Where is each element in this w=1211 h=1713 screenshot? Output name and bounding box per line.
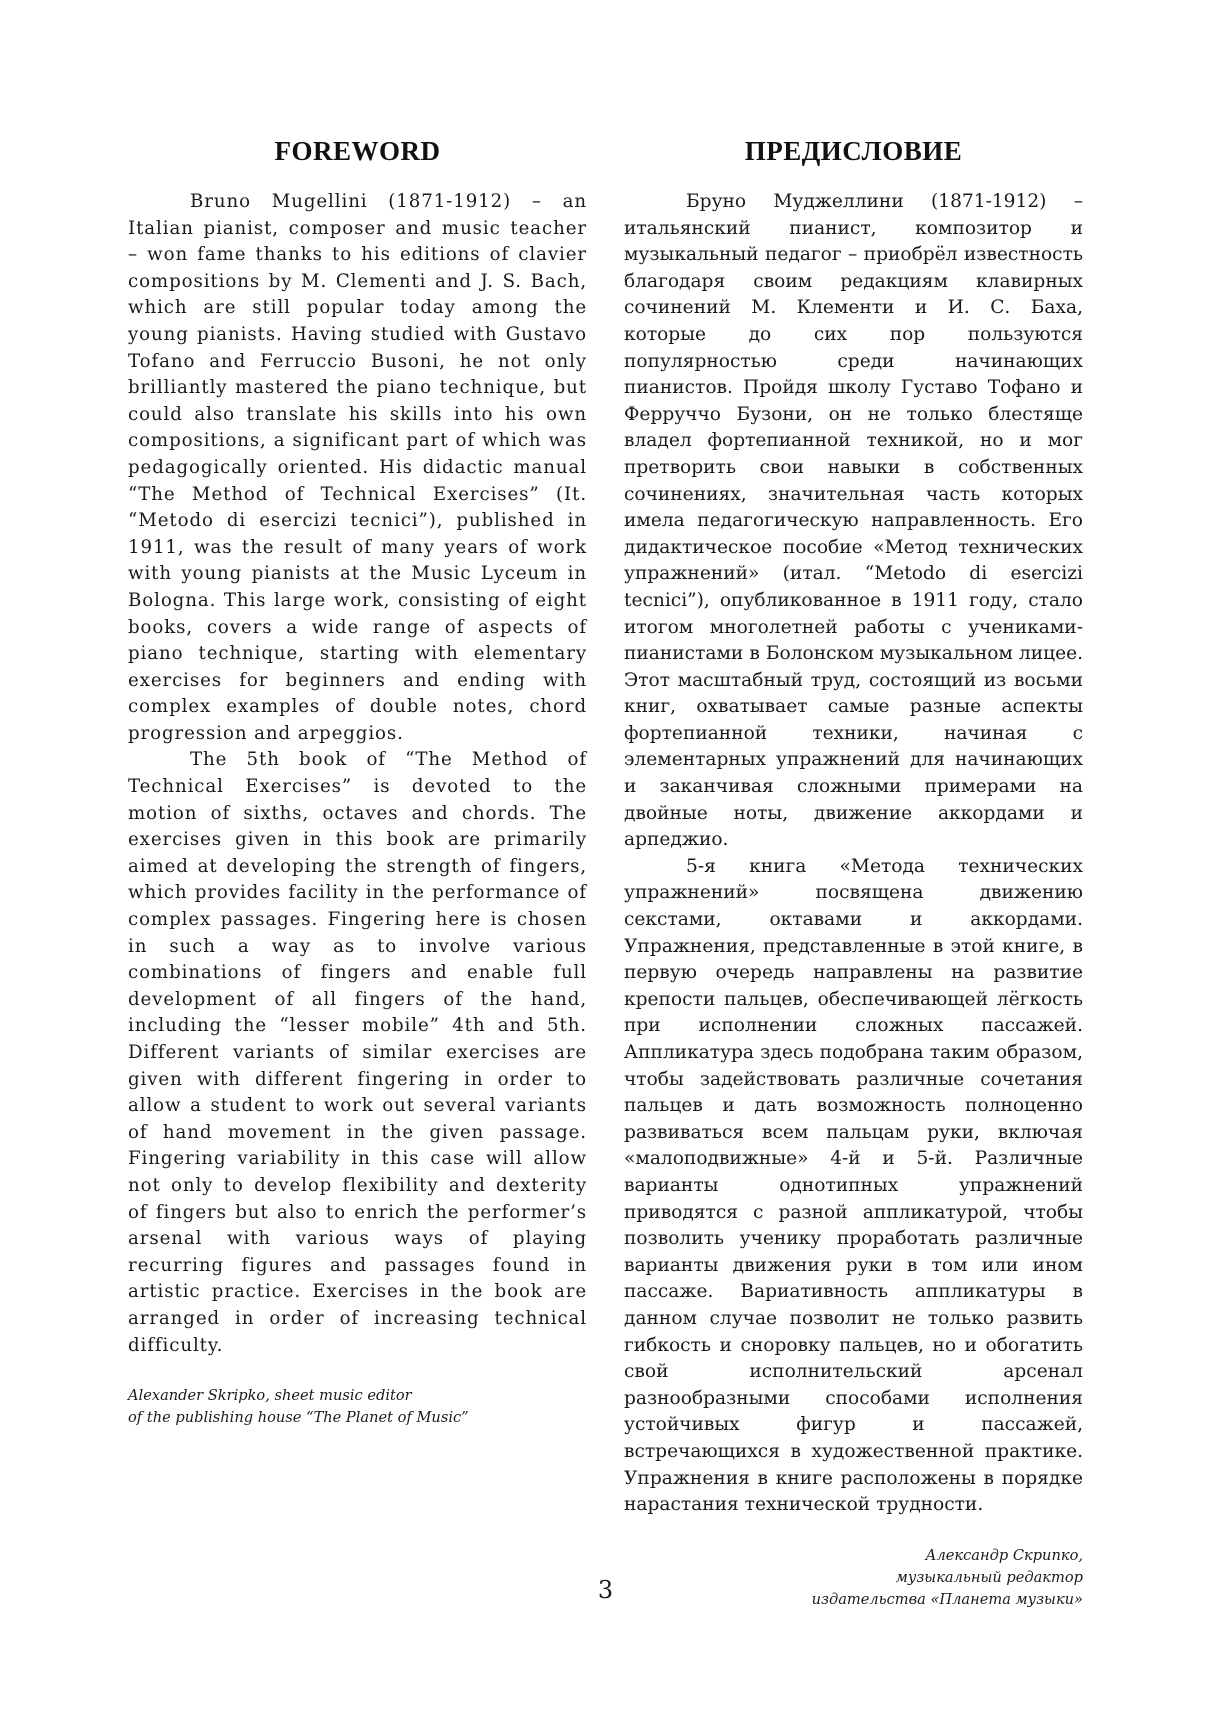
english-signature: [128, 1385, 587, 1429]
english-heading: FOREWORD: [274, 136, 441, 166]
russian-paragraph-1: Бруно Муджеллини (1871-1912) – итальянский пианист, композитор и музыкальный педагог – приобрёл известность благодаря своим редакциям клавирных сочинений М. Клементи и И. С. Баха, которые до сих пор пользуются популярностью среди начинающих пианистов. Пройдя школу Густаво Тофано и Ферруччо Бузони, он не только блестяще владел фортепианной техникой, но и мог претворить свои навыки в собственных сочинениях, значительная часть которых имела педагогическую направленность. Его дидактическое пособие «Метод технических упражнений» (итал. “Metodo di esercizi tecnici”), опубликованное в 1911 году, стало итогом многолетней работы с учениками-пианистами в Болонском музыкальном лицее. Этот масштабный труд, состоящий из восьми книг, охватывает самые разные аспекты фортепианной техники, начиная с элементарных упражнений для начинающих и заканчивая сложными примерами на двойные ноты, движение аккордами и арпеджио.: [624, 191, 1083, 851]
russian-paragraph-2: 5-я книга «Метода технических упражнений» посвящена движению секстами, октавами и аккордами. Упражнения, представленные в этой книге, в первую очередь направлены на развитие крепости пальцев, обеспечивающей лёгкость при исполнении сложных пассажей. Аппликатура здесь подобрана таким образом, чтобы задействовать различные сочетания пальцев и дать возможность полноценно развиваться всем пальцам руки, включая «малоподвижные» 4-й и 5-й. Различные варианты однотипных упражнений приводятся с разной аппликатурой, чтобы позволить ученику проработать различные варианты движения руки в том или ином пассаже. Вариативность аппликатуры в данном случае позволит не только развить гибкость и сноровку пальцев, но и обогатить свой исполнительский арсенал разнообразными способами исполнения устойчивых фигур и пассажей, встречающихся в художественной практике. Упражнения в книге расположены в порядке нарастания технической трудности.: [624, 855, 1083, 1516]
english-paragraph-2: The 5th book of “The Method of Technical Exercises” is devoted to the motion of sixths, octaves and chords. The exercises given in this book are primarily aimed at developing the strength of fingers, which provides facility in the performance of complex passages. Fingering here is chosen in such a way as to involve various combinations of fingers and enable full development of all fingers of the hand, including the “lesser mobile” 4th and 5th. Different variants of similar exercises are given with different fingering in order to allow a student to work out several variants of hand movement in the given passage. Fingering variability in this case will allow not only to develop flexibility and dexterity of fingers but also to enrich the performer’s arsenal with various ways of playing recurring figures and passages found in artistic practice. Exercises in the book are arranged in order of increasing technical difficulty.: [128, 749, 587, 1356]
russian-signature-line-3: издательства «Планета музыки»: [811, 1590, 1083, 1608]
russian-column: [624, 118, 1083, 1611]
english-paragraph-1: Bruno Mugellini (1871-1912) – an Italian pianist, composer and music teacher – won fame thanks to his editions of clavier compositions by M. Clementi and J. S. Bach, which are still popular today among the young pianists. Having studied with Gustavo Tofano and Ferruccio Busoni, he not only brilliantly mastered the piano technique, but could also translate his skills into his own compositions, a significant part of which was pedagogically oriented. His didactic manual “The Method of Technical Exercises” (It. “Metodo di esercizi tecnici”), published in 1911, was the result of many years of work with young pianists at the Music Lyceum in Bologna. This large work, consisting of eight books, covers a wide range of aspects of piano technique, starting with elementary exercises for beginners and ending with complex examples of double notes, chord progression and arpeggios.: [128, 191, 587, 744]
page-number: 3: [597, 1576, 614, 1604]
english-signature-line-1: Alexander Skripko, sheet music editor: [128, 1387, 412, 1405]
russian-signature-line-1: Александр Скрипко,: [925, 1546, 1083, 1564]
russian-signature-line-2: музыкальный редактор: [895, 1568, 1083, 1586]
russian-heading: ПРЕДИСЛОВИЕ: [744, 136, 963, 166]
english-signature-line-2: of the publishing house “The Planet of Music”: [128, 1409, 469, 1427]
english-column: [128, 118, 587, 1429]
